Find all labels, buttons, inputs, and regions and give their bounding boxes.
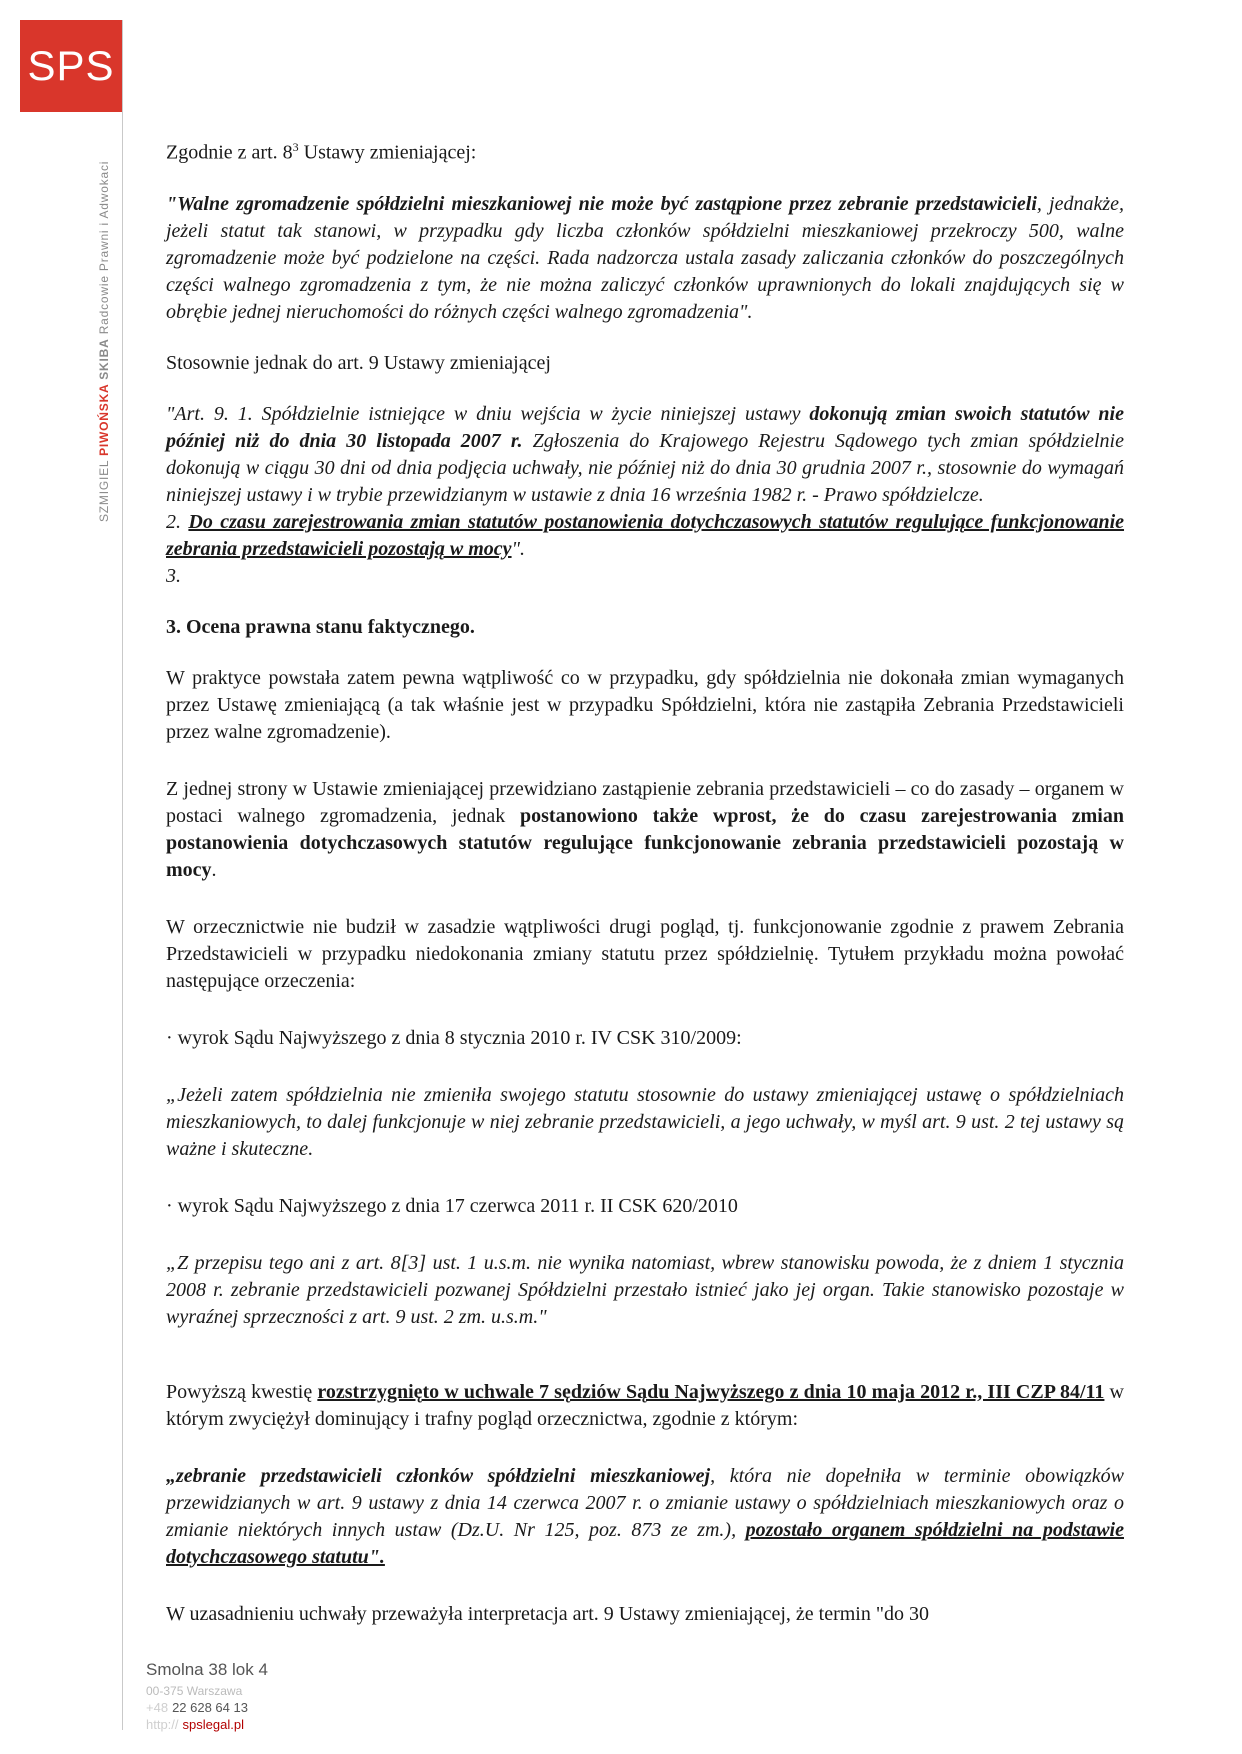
quote-art-9-point-3: 3.: [166, 564, 181, 587]
website-link: spslegal.pl: [182, 1717, 244, 1732]
footer-contact: [146, 1660, 268, 1732]
superscript: 3: [292, 140, 299, 154]
quote-resolution: [166, 1463, 1124, 1571]
firm-name-part: SKIBA: [97, 338, 111, 384]
footer-phone: [146, 1700, 268, 1715]
paragraph: W praktyce powstała zatem pewna wątpliwość co w przypadku, gdy spółdzielnia nie dokonała zmian wymaganych przez Ustawę zmieniającą (a tak właśnie jest w przypadku Spółdzielni, która nie zastąpiła Zebrania Przedstawicieli przez walne zgromadzenie).: [166, 666, 1124, 743]
text: "Art. 9. 1. Spółdzielnie istniejące w dniu wejścia w życie niniejszej ustawy: [166, 402, 810, 425]
text: 2.: [166, 510, 189, 533]
paragraph: W orzecznictwie nie budził w zasadzie wątpliwości drugi pogląd, tj. funkcjonowanie zgodnie z prawem Zebrania Przedstawicieli w przypadku niedokonania zmiany statutu przez spółdzielnię. Tytułem przykładu można powołać następujące orzeczenia:: [166, 915, 1124, 992]
quote-judgment-2: „Z przepisu tego ani z art. 8[3] ust. 1 u.s.m. nie wynika natomiast, wbrew stanowisku powoda, że z dniem 1 stycznia 2008 r. zebranie przedstawicieli pozwanej Spółdzielni przestało istnieć jako jej organ. Takie stanowisko pozostaje w wyraźnej sprzeczności z art. 9 ust. 2 zm. u.s.m.": [166, 1251, 1124, 1328]
bullet-judgment: · wyrok Sądu Najwyższego z dnia 8 stycznia 2010 r. IV CSK 310/2009:: [166, 1026, 742, 1049]
paragraph: [166, 1379, 1124, 1433]
firm-name-vertical: [97, 161, 111, 522]
footer-city: 00-375 Warszawa: [146, 1684, 243, 1698]
phone-number: 22 628 64 13: [172, 1700, 248, 1715]
quote-art-9: [166, 401, 1124, 509]
bold-underlined-text: rozstrzygnięto w uchwale 7 sędziów Sądu Najwyższego z dnia 10 maja 2012 r., III CZP 84/11: [317, 1380, 1105, 1403]
footer-website: [146, 1717, 268, 1732]
paragraph: Stosownie jednak do art. 9 Ustawy zmieniającej: [166, 351, 551, 374]
sps-logo: SPS: [20, 20, 122, 112]
text: Powyższą kwestię: [166, 1380, 318, 1403]
paragraph: W uzasadnieniu uchwały przeważyła interpretacja art. 9 Ustawy zmieniającej, że termin "do 30: [166, 1602, 930, 1625]
quote-bold: dokonują zmian swoich statutów nie później niż do dnia 30 listopada 2007 r.: [166, 402, 1124, 452]
paragraph: [166, 776, 1124, 884]
section-heading: 3. Ocena prawna stanu faktycznego.: [166, 615, 475, 638]
text: Zgłoszenia do Krajowego Rejestru Sądowego tych zmian spółdzielnie dokonują w ciągu 30 dni od dnia podjęcia uchwały, nie później niż do dnia 30 grudnia 2007 r., stosownie do wymagań niniejszej ustawy i w trybie przewidzianym w ustawie z dnia 16 września 1982 r. - Prawo spółdzielcze.: [166, 429, 1124, 506]
phone-prefix: +48: [146, 1700, 169, 1715]
margin-divider: [122, 20, 123, 1730]
text: , która nie dopełniła w terminie obowiązków przewidzianych w art. 9 ustawy z dnia 14 czerwca 2007 r. o zmianie ustawy o spółdzielniach mieszkaniowych oraz o zmianie niektórych innych ustaw (Dz.U. Nr 125, poz. 873 ze zm.),: [166, 1464, 1124, 1541]
quote-bold-underlined: pozostało organem spółdzielni na podstawie dotychczasowego statutu".: [166, 1518, 1124, 1568]
bullet-judgment: · wyrok Sądu Najwyższego z dnia 17 czerwca 2011 r. II CSK 620/2010: [166, 1194, 738, 1217]
firm-name-part: SZMIGIEL: [97, 455, 111, 522]
quote-judgment-1: „Jeżeli zatem spółdzielnia nie zmieniła swojego statutu stosownie do ustawy zmieniającej ustawę o spółdzielniach mieszkaniowych, to dalej funkcjonuje w niej zebranie przedstawicieli, a jego uchwały, w myśl art. 9 ust. 2 tej ustawy są ważne i skuteczne.: [166, 1083, 1124, 1160]
bold-text: postanowiono także wprost, że do czasu zarejestrowania zmian postanowienia dotychczasowych statutów regulujące funkcjonowanie zebrania przedstawicieli pozostają w mocy: [166, 804, 1124, 881]
web-prefix: http://: [146, 1717, 179, 1732]
firm-name-part: Radcowie Prawni i Adwokaci: [97, 160, 111, 339]
text: w którym zwyciężył dominujący i trafny pogląd orzecznictwa, zgodnie z którym:: [166, 1380, 1125, 1430]
quote-art-8-3: [166, 191, 1124, 326]
text: .: [211, 858, 217, 881]
quote-bold: "Walne zgromadzenie spółdzielni mieszkaniowej nie może być zastąpione przez zebranie przedstawicieli: [166, 192, 1037, 215]
paragraph: [166, 134, 1124, 167]
quote-bold-underlined: Do czasu zarejestrowania zmian statutów postanowienia dotychczasowych statutów regulujące funkcjonowanie zebrania przedstawicieli pozostają w mocy: [166, 510, 1125, 560]
firm-name-part: PIWOŃSKA: [97, 383, 111, 456]
quote-art-9-point-2: [166, 509, 1124, 563]
text: Ustawy zmieniającej:: [298, 141, 477, 164]
text: Zgodnie z art. 8: [166, 141, 293, 164]
quote-bold: „zebranie przedstawicieli członków spółdzielni mieszkaniowej: [166, 1464, 711, 1487]
document-body: [166, 134, 1124, 1628]
footer-address: Smolna 38 lok 4: [146, 1660, 268, 1679]
quote-text: , jednakże, jeżeli statut tak stanowi, w przypadku gdy liczba członków spółdzielni mieszkaniowej przekroczy 500, walne zgromadzenie może być podzielone na części. Rada nadzorcza ustala zasady zaliczania członków do poszczególnych części walnego zgromadzenia z tym, że nie można zaliczyć członków uprawnionych do lokali znajdujących się w obrębie jednej nieruchomości do różnych części walnego zgromadzenia".: [166, 192, 1124, 323]
text: Z jednej strony w Ustawie zmieniającej przewidziano zastąpienie zebrania przedstawicieli – co do zasady – organem w postaci walnego zgromadzenia, jednak: [166, 777, 1124, 827]
text: ".: [511, 537, 525, 560]
